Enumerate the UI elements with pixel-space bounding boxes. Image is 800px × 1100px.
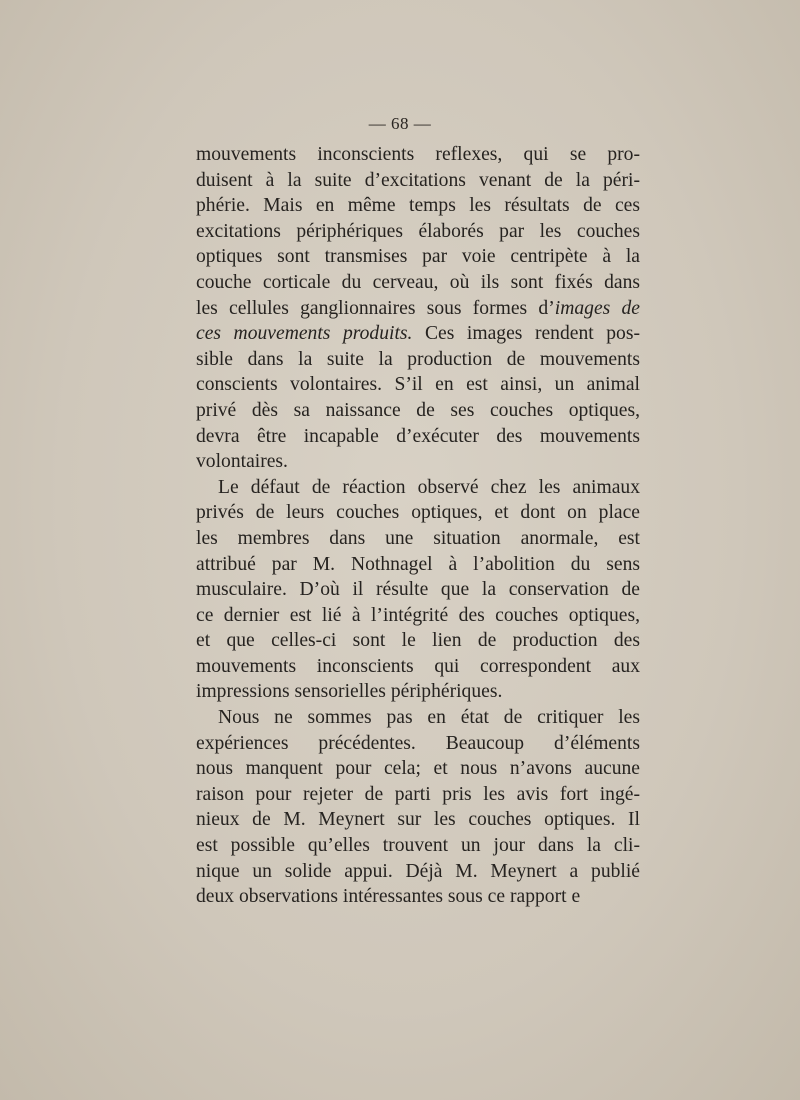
text-line: nous manquent pour cela; et nous n’avons aucune — [196, 758, 640, 780]
text-line: privés de leurs couches optiques, et dont on place — [196, 502, 640, 524]
text-line: musculaire. D’où il résulte que la conservation de — [196, 579, 640, 601]
text-line: privé dès sa naissance de ses couches optiques, — [196, 399, 640, 421]
text-line: raison pour rejeter de parti pris les avis fort ingé- — [196, 783, 640, 805]
text-line: est possible qu’elles trouvent un jour dans la cli- — [196, 835, 640, 857]
text-line: sible dans la suite la production de mouvements — [196, 348, 640, 370]
text-line: phérie. Mais en même temps les résultats de ces — [196, 195, 640, 217]
text-line: impressions sensorielles périphériques. — [196, 681, 503, 703]
text-line: et que celles-ci sont le lien de production des — [196, 630, 640, 652]
italic-phrase: ces mouvements produits. — [196, 323, 413, 345]
text-line: nique un solide appui. Déjà M. Meynert a publié — [196, 860, 640, 882]
text-line: mouvements inconscients reflexes, qui se pro- — [196, 144, 640, 165]
text-line: couche corticale du cerveau, où ils sont fixés dans — [196, 271, 640, 293]
body-text — [196, 142, 640, 910]
text-line: devra être incapable d’exécuter des mouvements — [196, 425, 640, 447]
text-line: excitations périphériques élaborés par les couches — [196, 220, 640, 242]
text-line: ce dernier est lié à l’intégrité des couches optiques, — [196, 604, 640, 626]
text-line: conscients volontaires. S’il en est ainsi, un animal — [196, 374, 640, 396]
italic-phrase: images de — [554, 297, 640, 319]
text-line: ces mouvements produits. Ces images rendent pos- — [196, 323, 640, 345]
text-line: optiques sont transmises par voie centripète à la — [196, 246, 640, 268]
text-line: attribué par M. Nothnagel à l’abolition du sens — [196, 553, 640, 575]
page-number: — 68 — — [368, 114, 432, 133]
text-line: volontaires. — [196, 451, 288, 473]
text-line: nieux de M. Meynert sur les couches optiques. Il — [196, 809, 640, 831]
text-line: les membres dans une situation anormale, est — [196, 527, 640, 549]
text-line: duisent à la suite d’excitations venant de la péri- — [196, 169, 640, 191]
paragraph-start-line: Nous ne sommes pas en état de critiquer les — [218, 707, 640, 729]
text-line: mouvements inconscients qui correspondent aux — [196, 655, 640, 677]
paragraph-start-line: Le défaut de réaction observé chez les animaux — [218, 476, 640, 498]
text-line: expériences précédentes. Beaucoup d’éléments — [196, 732, 640, 754]
text-line: deux observations intéressantes sous ce rapport e — [196, 886, 581, 908]
text-line: les cellules ganglionnaires sous formes d’images de — [196, 297, 640, 319]
